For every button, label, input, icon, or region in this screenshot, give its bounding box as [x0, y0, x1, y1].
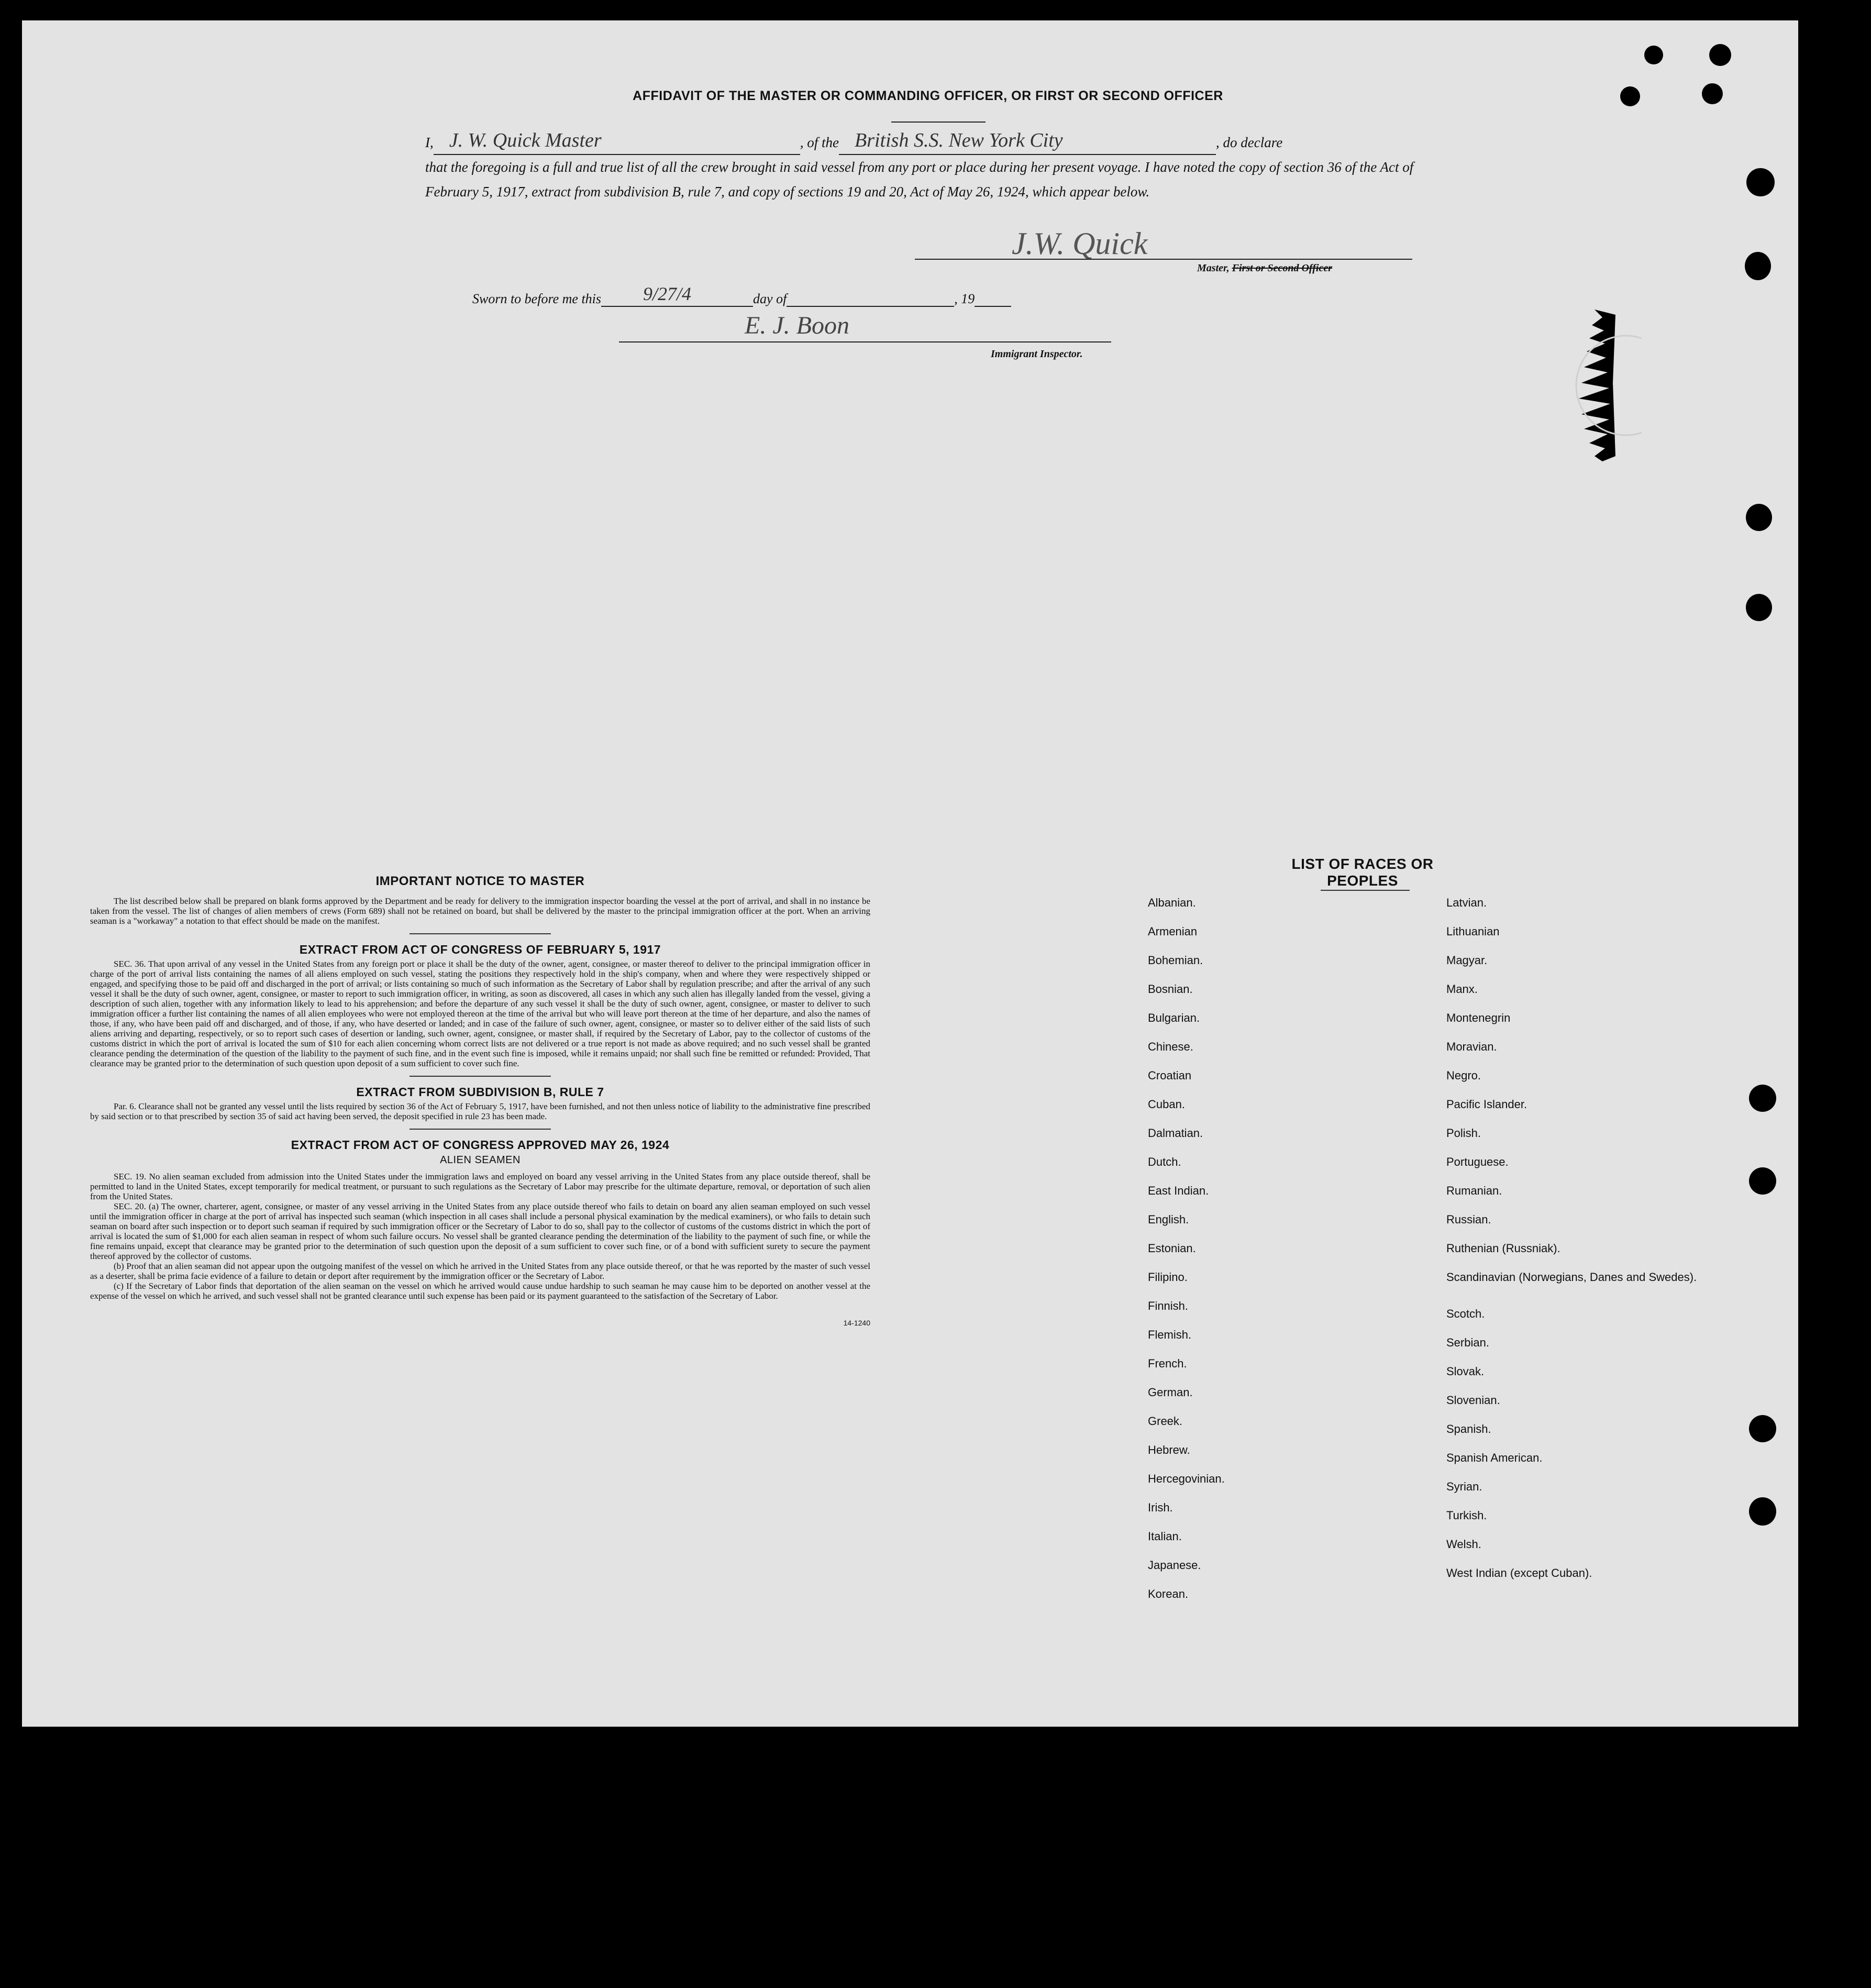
races-left-column [1148, 896, 1410, 1616]
of-the-text: , of the [800, 135, 839, 150]
race-item: Dutch. [1148, 1155, 1181, 1168]
punch-hole-icon [1749, 1167, 1776, 1195]
sworn-date-field [601, 283, 753, 307]
month-field [787, 290, 954, 307]
race-item: Latvian. [1446, 896, 1487, 909]
race-item: Montenegrin [1446, 1011, 1511, 1024]
race-item: Chinese. [1148, 1040, 1193, 1053]
race-item: Slovak. [1446, 1365, 1485, 1378]
race-item: Dalmatian. [1148, 1126, 1203, 1140]
race-item: Negro. [1446, 1069, 1481, 1082]
caption-master: Master, [1197, 262, 1230, 274]
races-title: LIST OF RACES OR PEOPLES [1291, 856, 1434, 889]
signature-caption [1197, 262, 1332, 274]
extract2-divider [409, 1129, 551, 1130]
race-item: Manx. [1446, 982, 1478, 996]
race-item: Moravian. [1446, 1040, 1497, 1053]
declaration-line [425, 130, 1436, 155]
affidavit-declaration [425, 130, 1436, 204]
race-item: English. [1148, 1213, 1189, 1226]
affidavit-title: AFFIDAVIT OF THE MASTER OR COMMANDING OFFICER, OR FIRST OR SECOND OFFICER [633, 89, 1223, 103]
race-item: Bosnian. [1148, 982, 1193, 996]
race-item: Scotch. [1446, 1307, 1485, 1320]
race-item: Croatian [1148, 1069, 1192, 1082]
extract3-title: EXTRACT FROM ACT OF CONGRESS APPROVED MAY 26, 1924 [291, 1138, 670, 1152]
race-item: Syrian. [1446, 1480, 1482, 1493]
race-item: Italian. [1148, 1530, 1182, 1543]
punch-hole-icon [1746, 168, 1775, 196]
extract1-divider [409, 1076, 551, 1077]
notice-title: IMPORTANT NOTICE TO MASTER [375, 874, 585, 888]
sworn-line [472, 283, 1011, 307]
race-item: West Indian (except Cuban). [1446, 1566, 1592, 1580]
race-item: Armenian [1148, 925, 1198, 938]
race-item: Irish. [1148, 1501, 1173, 1514]
inspector-signature: E. J. Boon [745, 312, 849, 339]
embossed-seal-icon [1563, 310, 1642, 461]
race-item: Filipino. [1148, 1271, 1188, 1284]
vessel-name-handwriting: British S.S. New York City [855, 129, 1063, 151]
vessel-name-field [839, 129, 1216, 155]
race-item: Pacific Islander. [1446, 1098, 1527, 1111]
master-name-handwriting: J. W. Quick Master [449, 129, 602, 151]
inspector-line [619, 341, 1111, 343]
race-item: Bulgarian. [1148, 1011, 1200, 1024]
race-item: Spanish American. [1446, 1451, 1543, 1464]
sec19-text: SEC. 19. No alien seaman excluded from admission into the United States under the immigration laws and employed on board any vessel arriving in the United States from any place outside thereof, shall be permitted to land in the United States, except temporarily for medical treatment, or pursuant to such regulations as the Secretary of Labor may prescribe for the ultimate departure, removal, or deportation of such alien from the United States. [90, 1172, 870, 1201]
races-right-column [1446, 896, 1708, 1595]
caption-struck-officer: First or Second Officer [1232, 262, 1332, 274]
race-item: Scandinavian (Norwegians, Danes and Swedes). [1446, 1271, 1697, 1284]
day-of-text: day of [753, 291, 787, 306]
race-item: Finnish. [1148, 1299, 1189, 1312]
race-item: Rumanian. [1446, 1184, 1502, 1197]
punch-hole-icon [1644, 46, 1663, 64]
prefix-i: I, [425, 135, 434, 150]
race-item: French. [1148, 1357, 1187, 1370]
race-item: Japanese. [1148, 1559, 1201, 1572]
race-item: Korean. [1148, 1587, 1189, 1600]
races-divider [1321, 890, 1410, 891]
signature-line [915, 259, 1412, 260]
race-item: Estonian. [1148, 1242, 1196, 1255]
sec20a-text: SEC. 20. (a) The owner, charterer, agent, consignee, or master of any vessel arriving in the United States from any place outside thereof who fails to detain on board any alien seaman employed on such vessel until the immigration officer in charge at the port of arrival has inspected such seaman (which inspection in all cases shall include a personal physical examination by the medical examiners), or who fails to detain such seaman on board after such inspection or to deport such seaman if required by such immigration officer or the Secretary of Labor to do so, shall pay to the collector of customs of the customs district in which the port of arrival is located the sum of $1,000 for each alien seaman in respect of whom such failure occurs. No vessel shall be granted clearance pending the determination of the liability to the payment of such fine, or while the fine remains unpaid, except that clearance may be granted prior to the determination of such question upon the deposit of a sum sufficient to cover such fine, or of a bond with sufficient surety to secure the payment thereof approved by the collector of customs. [90, 1201, 870, 1261]
race-item: Albanian. [1148, 896, 1196, 909]
punch-hole-icon [1749, 1085, 1776, 1112]
race-item: Serbian. [1446, 1336, 1489, 1349]
punch-hole-icon [1745, 252, 1771, 280]
do-declare-text: , do declare [1216, 135, 1283, 150]
inspector-caption: Immigrant Inspector. [991, 348, 1083, 360]
notice-divider [409, 933, 551, 934]
important-notice-section [90, 874, 870, 1327]
extract1-title: EXTRACT FROM ACT OF CONGRESS OF FEBRUARY 5, 1917 [299, 943, 661, 956]
race-item: Spanish. [1446, 1422, 1491, 1435]
race-item: Welsh. [1446, 1538, 1481, 1551]
race-item: East Indian. [1148, 1184, 1209, 1197]
race-item: Magyar. [1446, 954, 1488, 967]
race-item: Lithuanian [1446, 925, 1500, 938]
punch-hole-icon [1746, 504, 1772, 531]
form-code: 14-1240 [843, 1319, 870, 1327]
punch-hole-icon [1702, 83, 1723, 104]
race-item: Flemish. [1148, 1328, 1192, 1341]
notice-text: The list described below shall be prepared on blank forms approved by the Department and be ready for delivery to the immigration inspector boarding the vessel at the port of arrival, and shall in no instance be taken from the vessel. The list of changes of alien members of crews (Form 689) shall not be retained on board, but shall be delivered by the master to the principal immigration officer at the port. When an arriving seaman is a "workaway" a notation to that effect should be made on the manifest. [90, 896, 870, 926]
punch-hole-icon [1709, 44, 1731, 66]
race-item: Cuban. [1148, 1098, 1185, 1111]
sworn-prefix: Sworn to before me this [472, 291, 602, 306]
race-item: Polish. [1446, 1126, 1481, 1140]
race-item: Russian. [1446, 1213, 1491, 1226]
race-item: Slovenian. [1446, 1394, 1500, 1407]
race-item: Turkish. [1446, 1509, 1487, 1522]
document-page [22, 20, 1798, 1727]
punch-hole-icon [1749, 1497, 1776, 1526]
master-name-field [434, 129, 800, 155]
punch-hole-icon [1620, 86, 1640, 106]
race-item: Greek. [1148, 1415, 1183, 1428]
race-item: Hebrew. [1148, 1443, 1190, 1456]
extract3-subtitle: ALIEN SEAMEN [440, 1154, 521, 1166]
sec20b-text: (b) Proof that an alien seaman did not appear upon the outgoing manifest of the vessel on which he arrived in the United States from any place outside thereof, or that he was reported by the master of such vessel as a deserter, shall be prima facie evidence of a failure to detain or deport after requirement by the immigration officer or the Secretary of Labor. [90, 1261, 870, 1281]
extract2-text: Par. 6. Clearance shall not be granted any vessel until the lists required by section 36 of the Act of February 5, 1917, have been furnished, and not then unless notice of liability to the administrative fine prescribed by said section or to that prescribed by section 35 of said act having been served, the deposit specified in rule 23 has been made. [90, 1101, 870, 1121]
year-field [975, 290, 1011, 307]
sworn-date-handwriting: 9/27/4 [643, 283, 692, 304]
master-signature: J.W. Quick [1012, 226, 1148, 261]
year-prefix: , 19 [954, 291, 975, 306]
extract1-text: SEC. 36. That upon arrival of any vessel in the United States from any foreign port or place it shall be the duty of the owner, agent, consignee, or master thereof to deliver to the principal immigration officer in charge of the port of arrival lists containing the names of all aliens employed on such vessel, stating the positions they respectively hold in the ship's company, when and where they were respectively shipped or engaged, and specifying those to be paid off and discharged in the port of arrival; or lists containing so much of such information as the Secretary of Labor shall by regulation prescribe; and after the arrival of any such vessel it shall be the duty of such owner, agent, consignee, or master to report to such immigration officer, in writing, as soon as discovered, all cases in which any such alien has illegally landed from the vessel, giving a description of such alien, together with any information likely to lead to his apprehension; and before the departure of any such vessel it shall be the duty of such owner, agent, consignee, or master to deliver to such immigration officer a further list containing the names of all alien employees who were not employed thereon at the time of the arrival but who will leave port thereon at the time of her departure, and also the names of those, if any, who have been paid off and discharged, and of those, if any, who have deserted or landed; and in case of the failure of such owner, agent, consignee, or master so to deliver either of the said lists of such aliens arriving and departing, respectively, or so to report such cases of desertion or landing, such owner, agent, consignee, or master shall, if required by the Secretary of Labor, pay to the collector of customs of the customs district in which the port of arrival is located the sum of $10 for each alien concerning whom correct lists are not delivered or a true report is not made as above required; and no such vessel shall be granted clearance pending the determination of the question of the liability to the payment of such fine, and in the event such fine is imposed, while it remains unpaid; nor shall such fine be remitted or refunded: Provided, That clearance may be granted prior to the determination of such question upon deposit of a sum sufficient to cover such fine. [90, 959, 870, 1068]
race-item: German. [1148, 1386, 1193, 1399]
race-item: Hercegovinian. [1148, 1472, 1225, 1485]
title-divider [891, 122, 986, 123]
sec20c-text: (c) If the Secretary of Labor finds that deportation of the alien seaman on the vessel on which he arrived would cause undue hardship to such seaman he may cause him to be deported on another vessel at the expense of the vessel on which he arrived, and such vessel shall not be granted clearance until such expense has been paid or its payment guaranteed to the satisfaction of the Secretary of Labor. [90, 1281, 870, 1301]
extract2-title: EXTRACT FROM SUBDIVISION B, RULE 7 [356, 1085, 604, 1099]
race-item: Portuguese. [1446, 1155, 1509, 1168]
declaration-body: that the foregoing is a full and true list of all the crew brought in said vessel from any port or place during her present voyage. I have noted the copy of section 36 of the Act of February 5, 1917, extract from subdivision B, rule 7, and copy of sections 19 and 20, Act of May 26, 1924, which appear below. [425, 159, 1414, 200]
punch-hole-icon [1749, 1415, 1776, 1442]
punch-hole-icon [1746, 594, 1772, 621]
race-item: Ruthenian (Russniak). [1446, 1242, 1560, 1255]
race-item: Bohemian. [1148, 954, 1203, 967]
